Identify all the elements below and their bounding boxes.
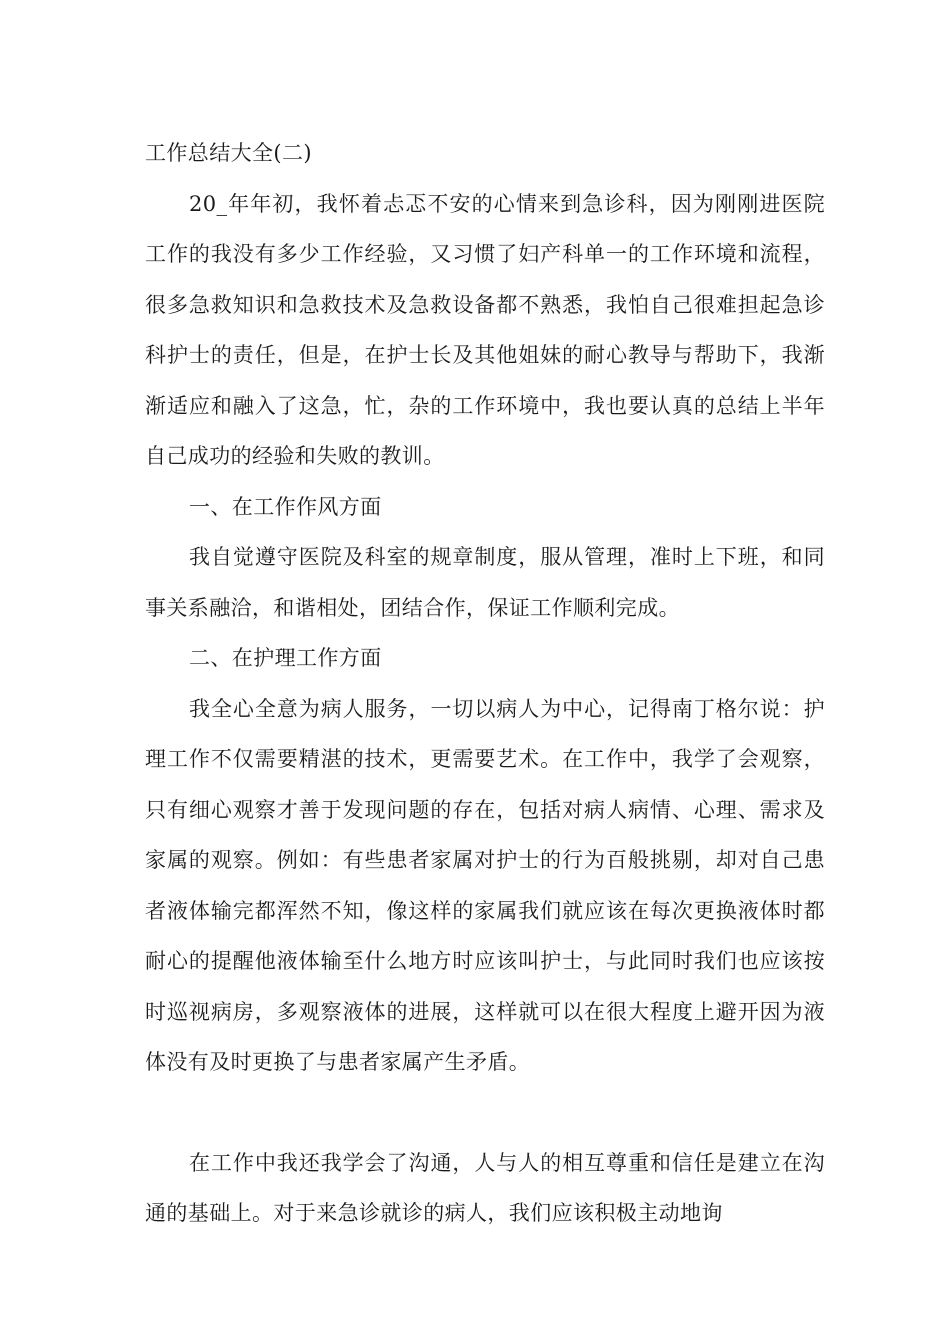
section-heading-nursing: 二、在护理工作方面 xyxy=(189,646,382,670)
section-heading-work-style: 一、在工作作风方面 xyxy=(189,494,382,519)
document-title: 工作总结大全(二) xyxy=(145,141,312,165)
paragraph-intro: 20_年年初，我怀着忐忑不安的心情来到急诊科，因为刚刚进医院工作的我没有多少工作经验，又习惯了妇产科单一的工作环境和流程，很多急救知识和急救技术及急救设备都不熟悉，我怕自己很难担起急诊科护士的责任，但是，在护士长及其他姐妹的耐心教导与帮助下，我渐渐适应和融入了这急，忙，杂的工作环境中，我也要认真的总结上半年自己成功的经验和失败的教训。 xyxy=(145,191,825,468)
paragraph-nursing: 我全心全意为病人服务，一切以病人为中心，记得南丁格尔说：护理工作不仅需要精湛的技术，更需要艺术。在工作中，我学了会观察，只有细心观察才善于发现问题的存在，包括对病人病情、心理、需求及家属的观察。例如：有些患者家属对护士的行为百般挑剔，却对自己患者液体输完都浑然不知，像这样的家属我们就应该在每次更换液体时都耐心的提醒他液体输至什么地方时应该叫护士，与此同时我们也应该按时巡视病房，多观察液体的进展，这样就可以在很大程度上避开因为液体没有及时更换了与患者家属产生矛盾。 xyxy=(145,696,825,1074)
document-body xyxy=(145,128,825,1239)
paragraph-communication: 在工作中我还我学会了沟通，人与人的相互尊重和信任是建立在沟通的基础上。对于来急诊就诊的病人，我们应该积极主动地询 xyxy=(145,1150,825,1225)
paragraph-work-style: 我自觉遵守医院及科室的规章制度，服从管理，准时上下班，和同事关系融洽，和谐相处，团结合作，保证工作顺利完成。 xyxy=(145,545,825,620)
paragraph-gap xyxy=(145,1088,825,1138)
